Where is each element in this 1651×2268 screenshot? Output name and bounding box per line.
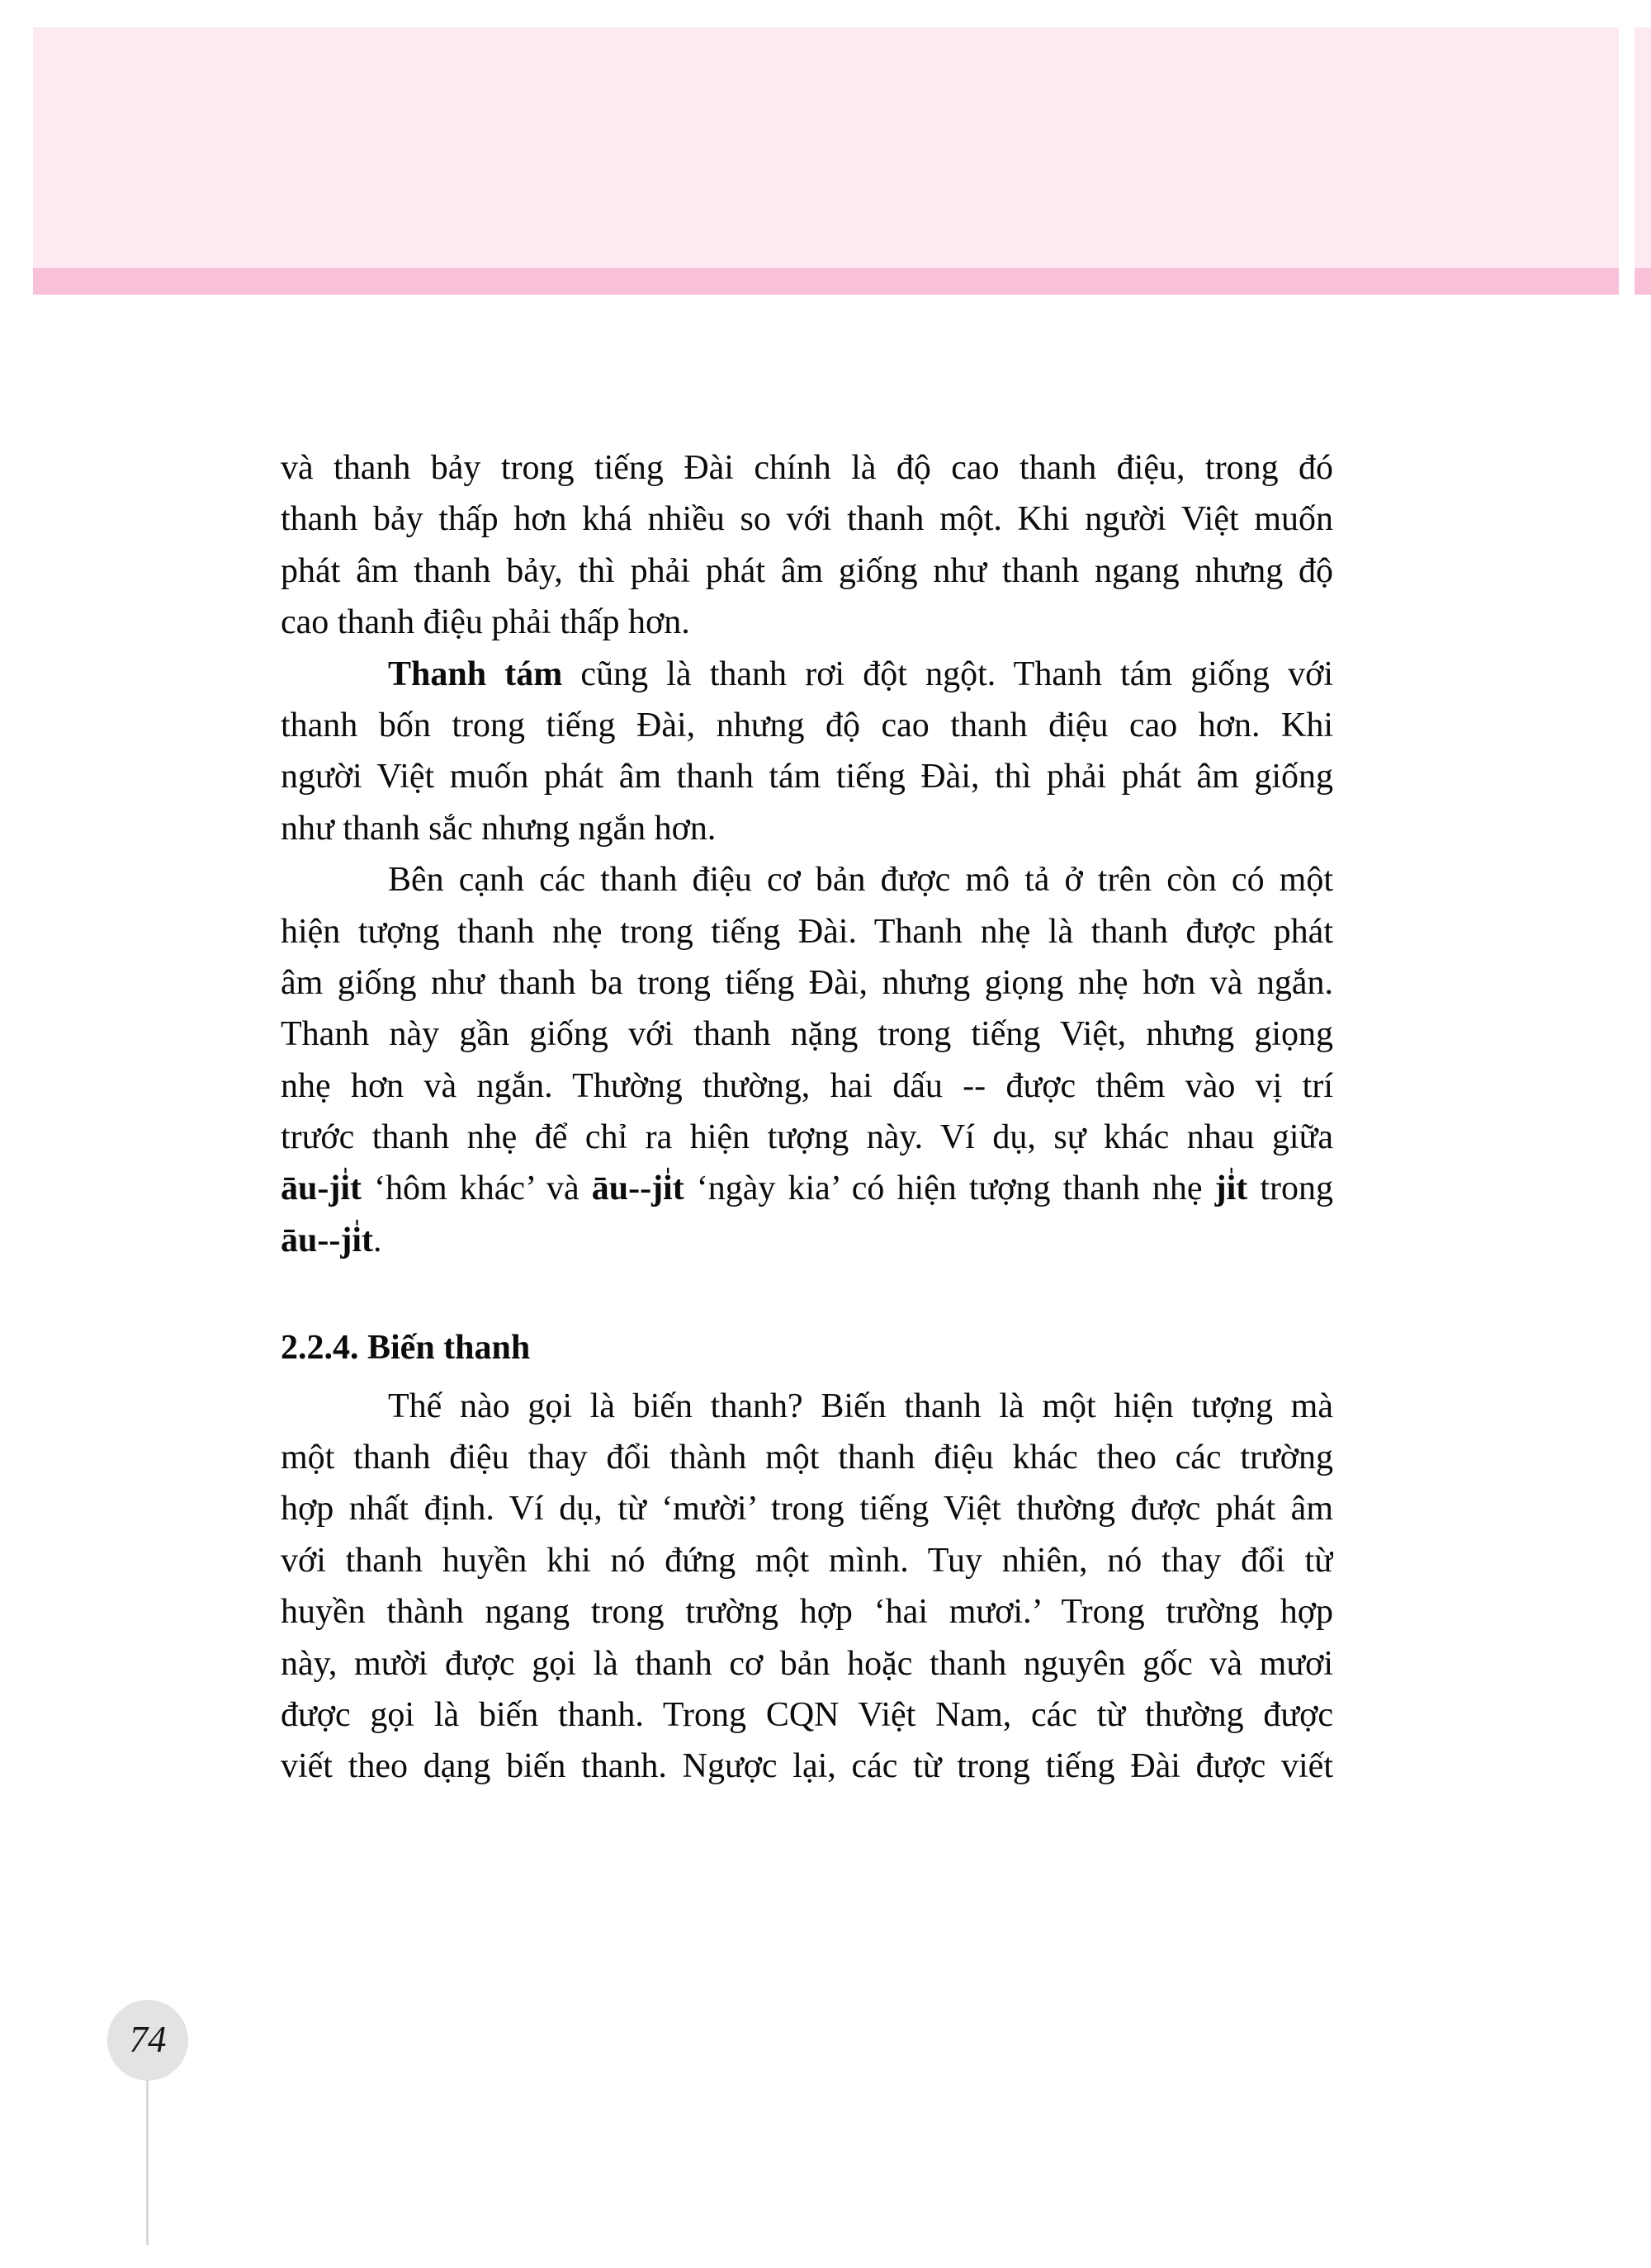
bold-term: āu--ji̍t bbox=[591, 1169, 684, 1208]
text-segment: thanh bốn trong tiếng Đài, nhưng độ cao thanh điệu cao hơn. Khi bbox=[281, 706, 1333, 744]
text-line bbox=[281, 1009, 1333, 1060]
text-segment: như thanh sắc nhưng ngắn hơn. bbox=[281, 809, 717, 848]
page-number-badge bbox=[107, 2000, 188, 2081]
page-stem-line bbox=[146, 2080, 149, 2245]
text-segment: thanh bảy thấp hơn khá nhiều so với thanh một. Khi người Việt muốn bbox=[281, 500, 1333, 539]
bold-term: ji̍t bbox=[1214, 1169, 1248, 1208]
bold-term: Thanh tám bbox=[388, 654, 563, 693]
text-segment: ‘hôm khác’ và bbox=[362, 1169, 592, 1208]
text-segment: cũng là thanh rơi đột ngột. Thanh tám giống với bbox=[562, 654, 1333, 693]
page-number: 74 bbox=[129, 2019, 167, 2060]
header-band-right-sliver bbox=[1634, 27, 1651, 268]
header-accent-bar-right-sliver bbox=[1634, 268, 1651, 295]
text-line bbox=[281, 1689, 1333, 1741]
text-line bbox=[281, 1112, 1333, 1163]
text-line bbox=[281, 906, 1333, 957]
text-line bbox=[281, 751, 1333, 802]
text-line bbox=[281, 1586, 1333, 1637]
text-line bbox=[281, 854, 1333, 905]
text-line bbox=[281, 1535, 1333, 1586]
text-line bbox=[281, 700, 1333, 751]
text-segment: . bbox=[372, 1221, 382, 1259]
text-line bbox=[281, 1483, 1333, 1534]
text-segment: cao thanh điệu phải thấp hơn. bbox=[281, 603, 690, 642]
text-segment: Thế nào gọi là biến thanh? Biến thanh là một hiện tượng mà bbox=[388, 1387, 1333, 1425]
text-line bbox=[281, 1215, 1333, 1266]
text-segment: phát âm thanh bảy, thì phải phát âm giống như thanh ngang nhưng độ bbox=[281, 551, 1333, 590]
text-line bbox=[281, 442, 1333, 494]
text-segment: với thanh huyền khi nó đứng một mình. Tuy nhiên, nó thay đổi từ bbox=[281, 1541, 1333, 1580]
section-heading: 2.2.4. Biến thanh bbox=[281, 1329, 531, 1368]
text-segment: Thanh này gần giống với thanh nặng trong tiếng Việt, nhưng giọng bbox=[281, 1015, 1333, 1054]
text-line bbox=[281, 546, 1333, 597]
text-segment: Bên cạnh các thanh điệu cơ bản được mô tả ở trên còn có một bbox=[388, 861, 1333, 900]
text-segment: trước thanh nhẹ để chỉ ra hiện tượng này. Ví dụ, sự khác nhau giữa bbox=[281, 1118, 1333, 1157]
text-line bbox=[281, 1741, 1333, 1792]
text-line bbox=[281, 1381, 1333, 1432]
text-line bbox=[281, 1163, 1333, 1214]
text-segment: được gọi là biến thanh. Trong CQN Việt Nam, các từ thường được bbox=[281, 1695, 1333, 1734]
text-segment: huyền thành ngang trong trường hợp ‘hai mươi.’ Trong trường hợp bbox=[281, 1593, 1333, 1632]
header-accent-bar bbox=[33, 268, 1619, 295]
text-line bbox=[281, 1061, 1333, 1112]
text-segment: viết theo dạng biến thanh. Ngược lại, các từ trong tiếng Đài được viết bbox=[281, 1747, 1333, 1786]
text-line bbox=[281, 957, 1333, 1009]
text-line bbox=[281, 649, 1333, 700]
text-line bbox=[281, 803, 1333, 854]
text-segment: âm giống như thanh ba trong tiếng Đài, nhưng giọng nhẹ hơn và ngắn. bbox=[281, 963, 1333, 1002]
text-segment: này, mười được gọi là thanh cơ bản hoặc thanh nguyên gốc và mươi bbox=[281, 1644, 1333, 1683]
page-body-text bbox=[281, 442, 1333, 1793]
text-line bbox=[281, 494, 1333, 545]
text-segment: và thanh bảy trong tiếng Đài chính là độ cao thanh điệu, trong đó bbox=[281, 449, 1333, 487]
text-segment: ‘ngày kia’ có hiện tượng thanh nhẹ bbox=[684, 1169, 1215, 1208]
text-segment: hiện tượng thanh nhẹ trong tiếng Đài. Thanh nhẹ là thanh được phát bbox=[281, 912, 1333, 951]
bold-term: āu--ji̍t bbox=[281, 1221, 373, 1259]
text-segment: nhẹ hơn và ngắn. Thường thường, hai dấu -- được thêm vào vị trí bbox=[281, 1066, 1333, 1105]
bold-term: āu-ji̍t bbox=[281, 1169, 362, 1208]
text-segment: hợp nhất định. Ví dụ, từ ‘mười’ trong tiếng Việt thường được phát âm bbox=[281, 1490, 1333, 1529]
header-band bbox=[33, 27, 1619, 268]
text-line bbox=[281, 1432, 1333, 1483]
text-line bbox=[281, 597, 1333, 648]
text-segment: người Việt muốn phát âm thanh tám tiếng Đài, thì phải phát âm giống bbox=[281, 758, 1333, 796]
text-segment: một thanh điệu thay đổi thành một thanh điệu khác theo các trường bbox=[281, 1439, 1333, 1477]
text-line bbox=[281, 1638, 1333, 1689]
text-segment: trong bbox=[1247, 1169, 1333, 1208]
